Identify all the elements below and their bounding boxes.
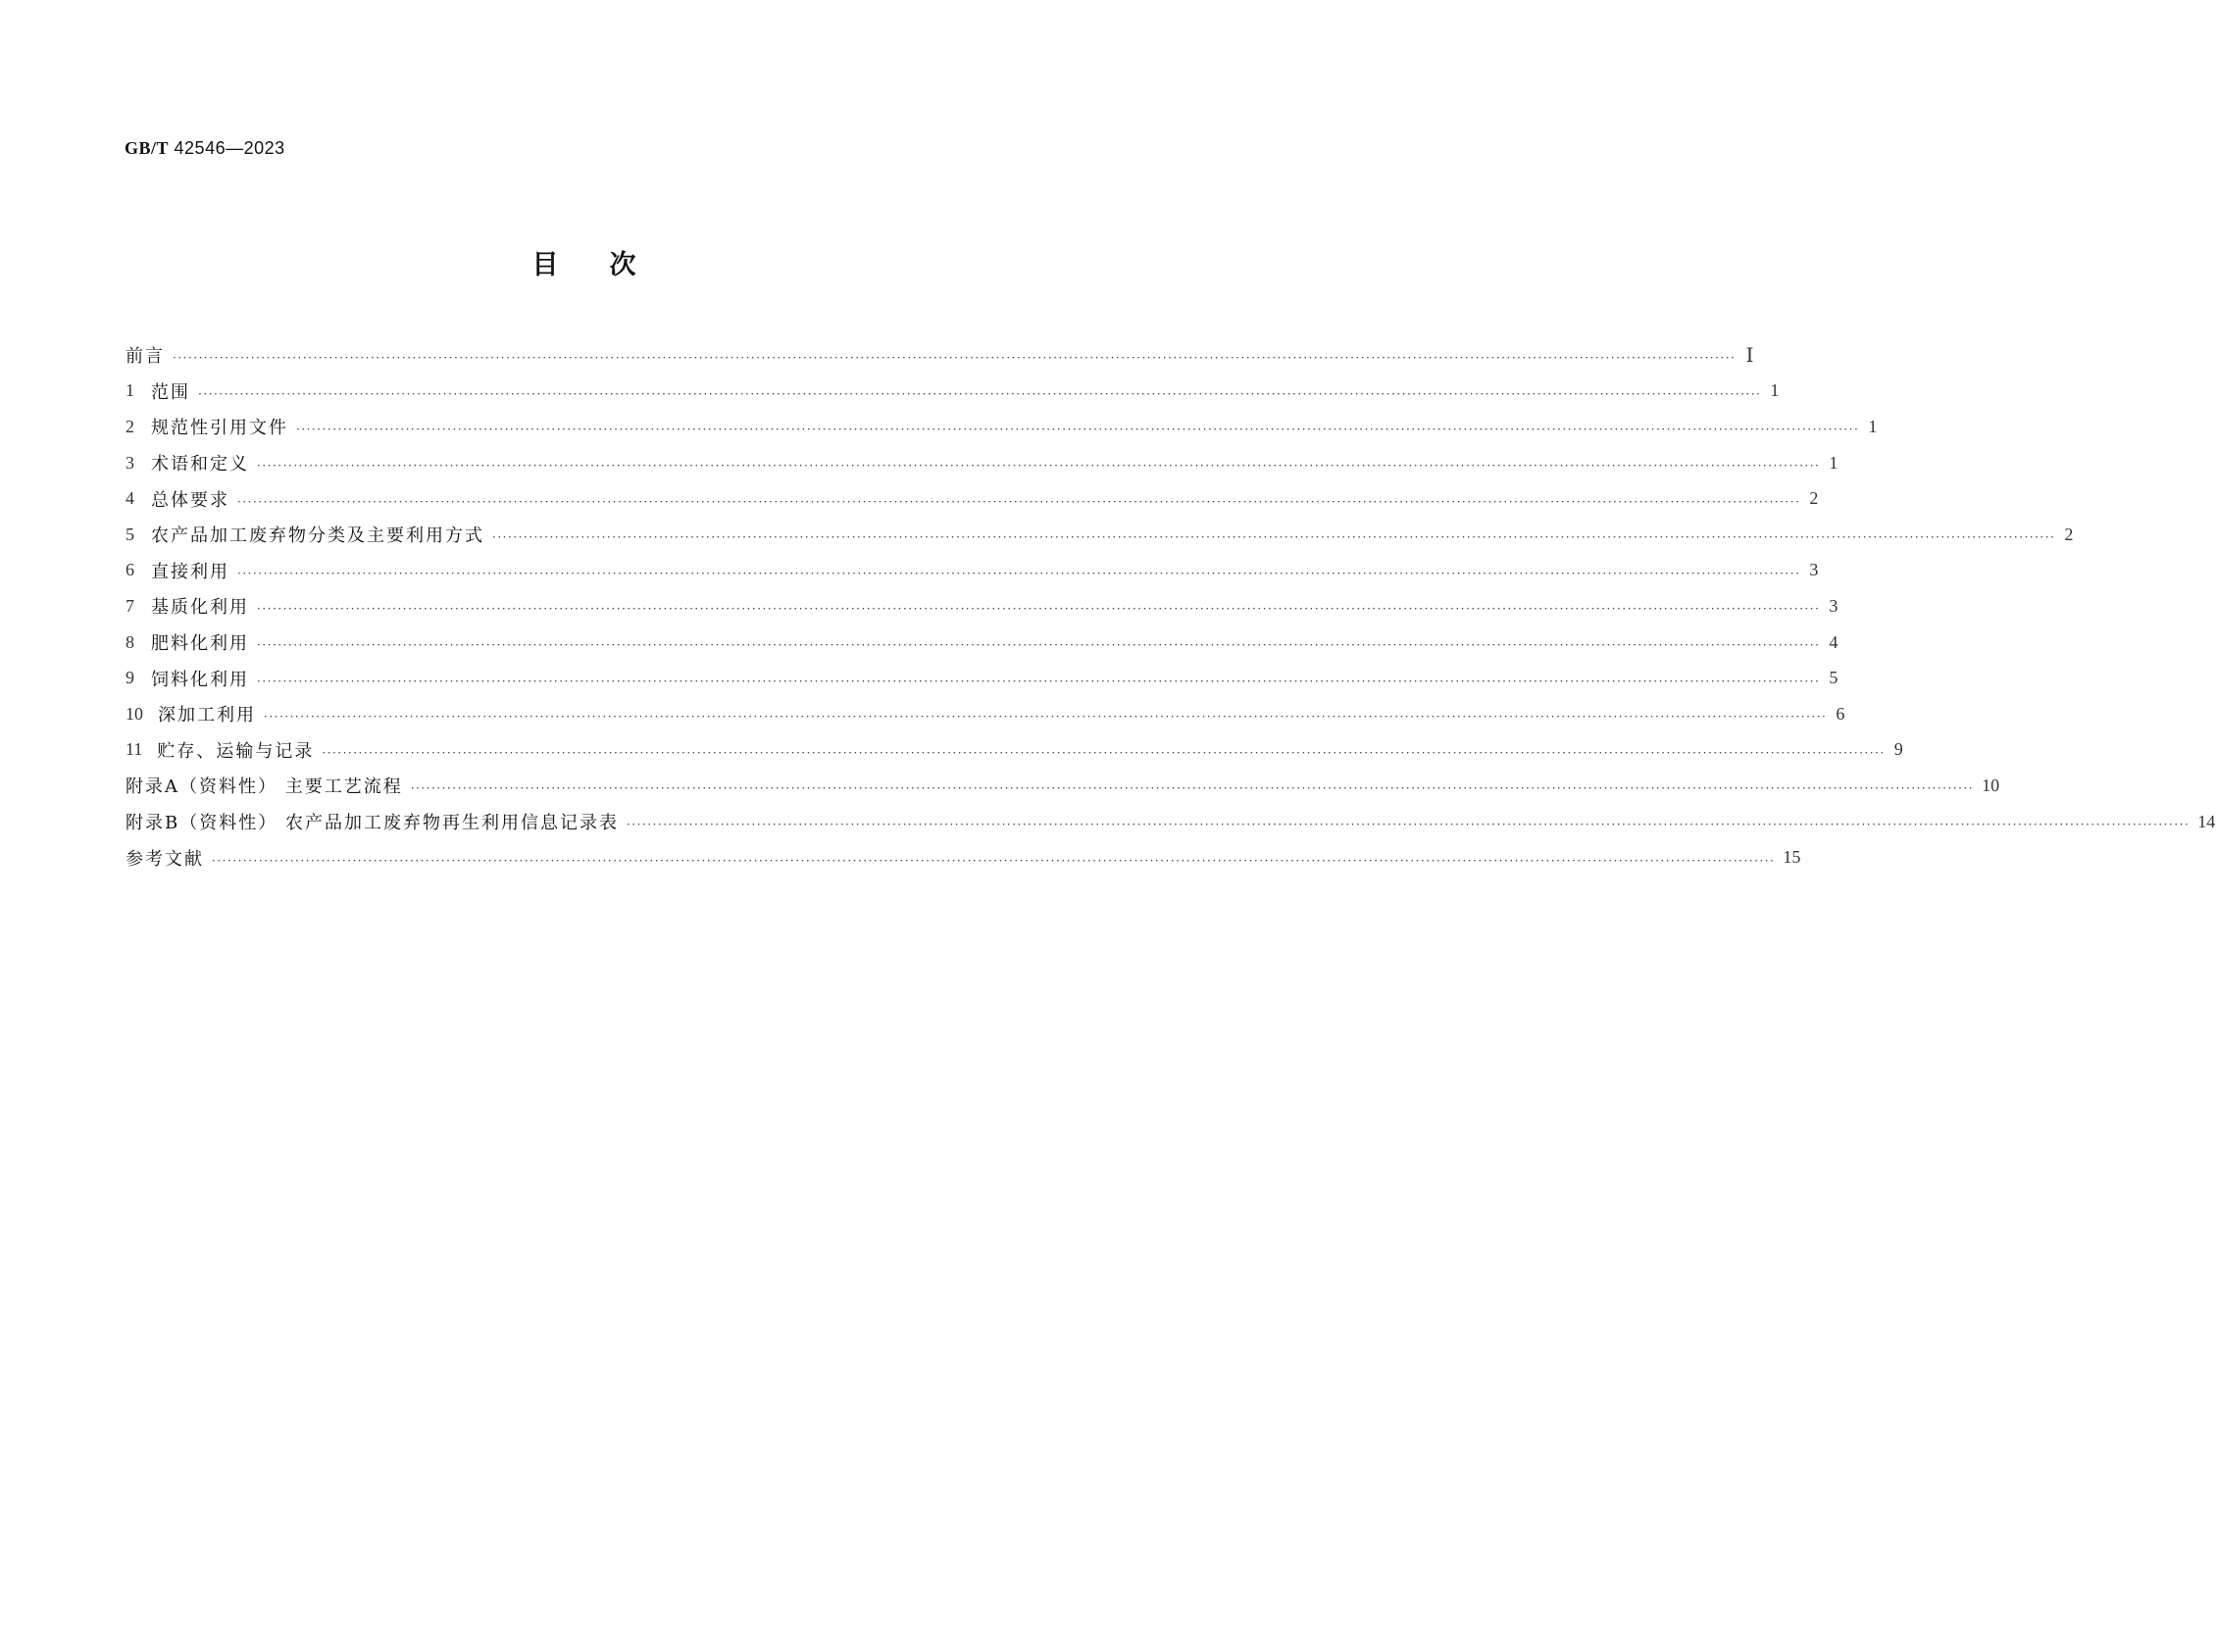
toc-entry-title: 附录A（资料性） 主要工艺流程 (126, 776, 403, 798)
toc-entry-page: 9 (1893, 739, 1903, 760)
toc-entry-title: 基质化利用 (151, 597, 249, 619)
toc-entry-page: 2 (2064, 524, 2074, 544)
toc-entry-page: 6 (1836, 703, 1845, 724)
toc-entry-number: 11 (126, 739, 143, 760)
toc-entry-number: 4 (126, 488, 134, 509)
toc-entry-page: 10 (1982, 775, 2000, 795)
toc-entry-references[interactable] (126, 839, 1801, 876)
toc-entry-title: 附录B（资料性） 农产品加工废弃物再生利用信息记录表 (126, 813, 619, 834)
toc-entry-title: 术语和定义 (151, 454, 249, 476)
toc-entry-number: 1 (126, 380, 134, 401)
toc-entry-9[interactable] (126, 660, 1839, 696)
toc-entry-5[interactable] (126, 517, 2074, 553)
dot-leader: ············································································································································································································································································································ (212, 853, 1776, 868)
dot-leader: ············································································································································································································································································································ (257, 674, 1821, 688)
toc-entry-10[interactable] (126, 696, 1845, 732)
toc-entry-1[interactable] (126, 374, 1780, 410)
dot-leader: ············································································································································································································································································································ (264, 710, 1828, 725)
table-of-contents (126, 337, 2216, 876)
toc-entry-page: 14 (2197, 811, 2216, 831)
toc-entry-title: 肥料化利用 (151, 633, 249, 655)
dot-leader: ············································································································································································································································································································ (257, 459, 1821, 474)
dot-leader: ············································································································································································································································································································ (173, 351, 1737, 366)
toc-entry-number: 5 (126, 524, 134, 544)
toc-entry-page: 1 (1829, 452, 1839, 473)
toc-entry-page: 3 (1829, 595, 1839, 616)
toc-entry-page: 2 (1809, 488, 1819, 509)
toc-entry-title: 饲料化利用 (151, 669, 249, 690)
standard-prefix: GB/T (125, 138, 170, 158)
toc-entry-foreword[interactable] (126, 337, 1754, 374)
toc-entry-number: 10 (126, 703, 143, 724)
toc-entry-title: 直接利用 (151, 561, 229, 582)
dot-leader: ············································································································································································································································································································ (492, 530, 2056, 545)
toc-entry-title: 农产品加工废弃物分类及主要利用方式 (151, 526, 484, 547)
toc-entry-page: 1 (1868, 416, 1878, 436)
dot-leader: ············································································································································································································································································································ (198, 386, 1762, 401)
toc-entry-11[interactable] (126, 732, 1903, 769)
toc-entry-7[interactable] (126, 588, 1839, 625)
dot-leader: ············································································································································································································································································································ (626, 818, 2191, 832)
page-title: 目次 (531, 250, 687, 280)
toc-entry-6[interactable] (126, 553, 1819, 589)
toc-entry-page: 1 (1770, 380, 1780, 401)
toc-entry-title: 贮存、运输与记录 (157, 740, 315, 762)
dot-leader: ············································································································································································································································································································ (410, 781, 1975, 796)
dot-leader: ············································································································································································································································································································ (322, 745, 1886, 760)
toc-entry-page: 4 (1829, 631, 1839, 652)
toc-entry-title: 深加工利用 (158, 705, 256, 726)
standard-number: 42546—2023 (174, 138, 285, 158)
dot-leader: ············································································································································································································································································································ (237, 566, 1801, 580)
standard-code (125, 138, 285, 159)
toc-entry-appendix-a[interactable] (126, 768, 2000, 804)
toc-entry-2[interactable] (126, 409, 1878, 445)
toc-entry-title: 范围 (151, 381, 190, 403)
toc-entry-3[interactable] (126, 445, 1839, 481)
toc-entry-title: 参考文献 (126, 848, 204, 870)
toc-entry-number: 3 (126, 452, 134, 473)
toc-entry-8[interactable] (126, 625, 1839, 661)
toc-entry-title: 前言 (126, 346, 165, 368)
toc-entry-number: 6 (126, 560, 134, 580)
toc-entry-number: 8 (126, 631, 134, 652)
toc-entry-4[interactable] (126, 480, 1819, 517)
dot-leader: ············································································································································································································································································································ (257, 602, 1821, 617)
dot-leader: ············································································································································································································································································································ (237, 494, 1801, 509)
toc-entry-title: 总体要求 (151, 489, 229, 511)
toc-entry-appendix-b[interactable] (126, 804, 2216, 840)
toc-entry-page: 3 (1809, 560, 1819, 580)
dot-leader: ············································································································································································································································································································ (257, 638, 1821, 653)
toc-entry-page: 15 (1783, 847, 1801, 868)
toc-entry-page: Ⅰ (1745, 344, 1754, 367)
dot-leader: ············································································································································································································································································································ (296, 423, 1860, 437)
toc-entry-number: 7 (126, 595, 134, 616)
toc-entry-number: 9 (126, 668, 134, 688)
toc-entry-number: 2 (126, 416, 134, 436)
toc-entry-title: 规范性引用文件 (151, 418, 288, 439)
toc-entry-page: 5 (1829, 668, 1839, 688)
